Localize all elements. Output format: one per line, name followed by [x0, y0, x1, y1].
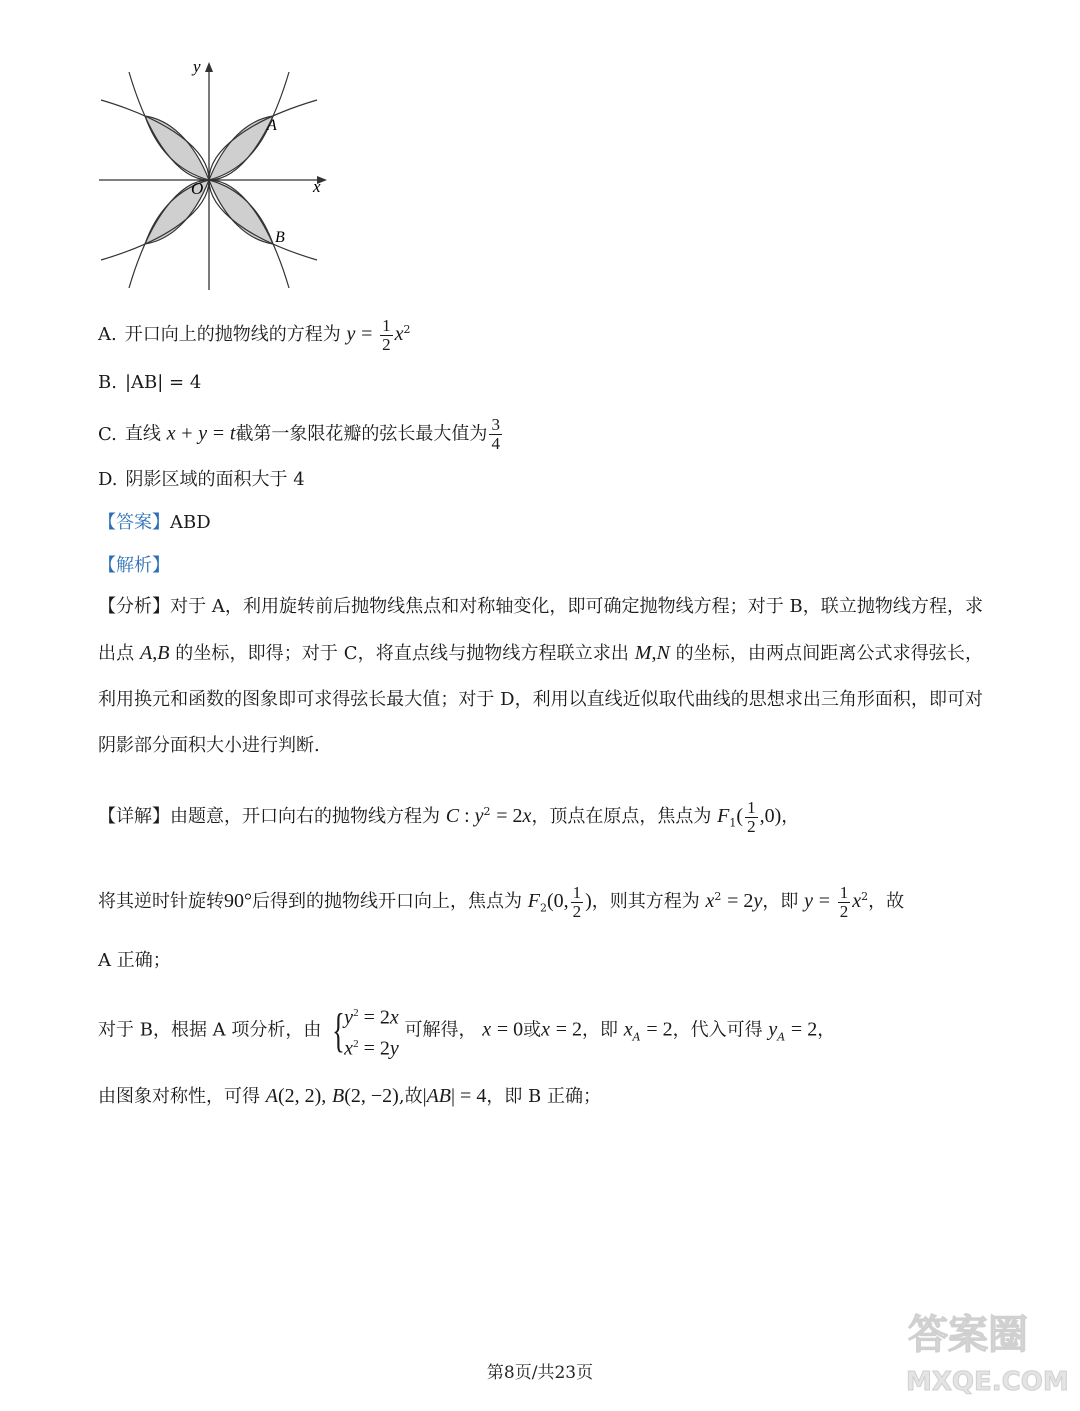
equation-system: $y^2 = 2x$ $x^2 = 2y$ [344, 1006, 399, 1060]
option-b: B. |AB| = 4 [98, 372, 202, 393]
x-axis-label: x [313, 177, 321, 196]
watermark-logo [900, 1300, 1075, 1400]
watermark-line1: 答案圈 [908, 1312, 1028, 1358]
detail-line-3: A 正确； [98, 950, 171, 971]
fenxi-tag: 【分析】 [98, 596, 171, 617]
option-c: C. 直线 x + y = t截第一象限花瓣的弦长最大值为 $\frac{3}{4}$ [98, 415, 500, 453]
y-axis-label: y [193, 57, 201, 76]
detail-line-2: 将其逆时针旋转90°后得到的抛物线开口向上，焦点为 $F_2(0$, $\frac{1}{2}$ )，则其方程为 $x^2 = 2y$，即 y = $\frac{1}{2}$ $x^2$，故 [98, 882, 905, 921]
petal-q2 [145, 116, 209, 180]
answer-value: ABD [170, 512, 211, 533]
petal-q1 [209, 116, 273, 180]
option-a: A. 开口向上的抛物线的方程为 y = $\frac{1}{2}$ $x^2$ [98, 315, 411, 354]
system-brace: { [332, 1003, 345, 1057]
y-axis-arrow [205, 62, 213, 72]
answer-line [98, 509, 211, 537]
detail-line-1: 【详解】由题意，开口向右的抛物线方程为 C : $y^2 = 2x$，顶点在原点，焦点为 $F_1$( $\frac{1}{2}$ ,0)， [98, 797, 800, 836]
point-b-label: B [275, 229, 285, 246]
point-a-label: A [267, 117, 277, 134]
detail-line-5: 由图象对称性，可得 A(2, 2), B(2, −2),故|AB| = 4，即 B 正确； [98, 1085, 601, 1107]
watermark-line2: MXQE.COM [906, 1367, 1069, 1397]
fraction-one-half: $\frac{1}{2}$ [382, 315, 391, 354]
petal-figure [95, 55, 335, 295]
fenxi-paragraph: 【分析】对于 A，利用旋转前后抛物线焦点和对称轴变化，即可确定抛物线方程；对于 B，联立抛物线方程，求出点 A,B 的坐标，即得；对于 C，将直点线与抛物线方程联立求出 M,N 的坐标，由两点间距离公式求得弦长，利用换元和函数的图象即可求得弦长最大值；对于 D，利用以直线近似取代曲线的思想求出三角形面积，即可对阴影部分面积大小进行判断. [98, 596, 983, 756]
detail-line-4: 对于 B，根据 A 项分析，由 {$y^2 = 2x$ $x^2 = 2y$ 可解得， x = 0或x = 2，即 $x_A = 2$，代入可得 $y_A = 2$， [98, 1000, 835, 1061]
origin-label: O [191, 179, 204, 198]
analysis-tag: 【解析】 [98, 555, 170, 576]
page-number: 第8页/共23页 [486, 1363, 594, 1383]
petal-q4 [209, 180, 273, 244]
option-d: D. 阴影区域的面积大于 4 [98, 469, 305, 490]
analysis-line [98, 552, 170, 580]
detail-tag: 【详解】 [98, 806, 170, 827]
answer-tag: 【答案】 [98, 512, 170, 533]
fraction-three-quarters: $\frac{3}{4}$ [491, 415, 500, 453]
